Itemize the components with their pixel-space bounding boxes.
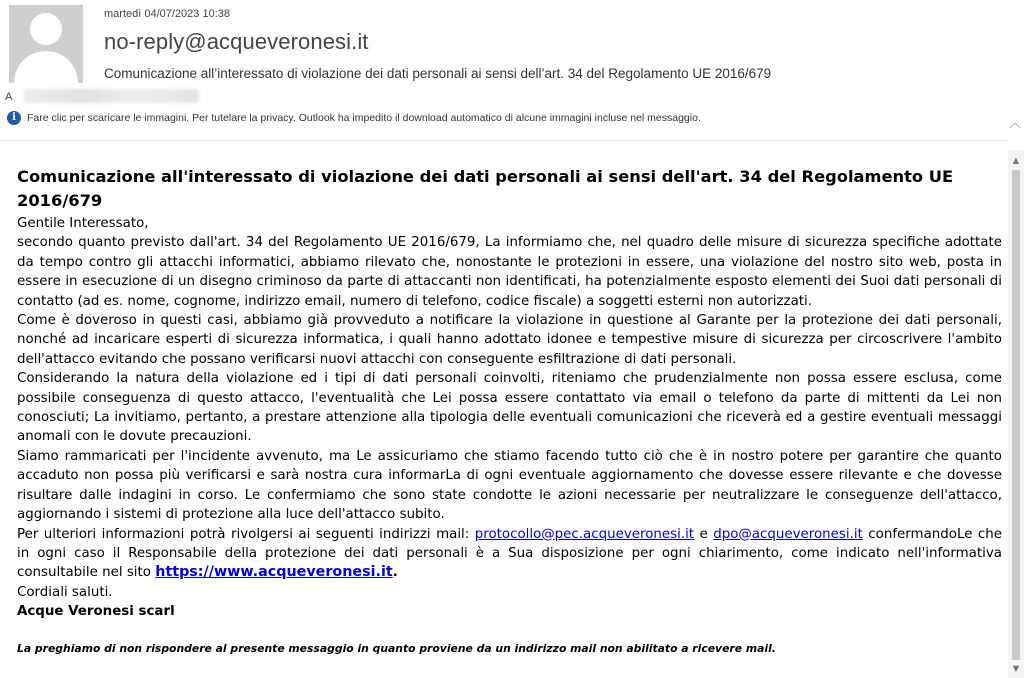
sender-address[interactable]: no-reply@acqueveronesi.it — [104, 29, 369, 54]
paragraph-3: Considerando la natura della violazione ed i tipi di dati personali coinvolti, riteniamo che prudenzialmente non possa essere esclusa, come possibile conseguenza di questo attacco, l'eventualità che Lei possa essere contattato via email o telefono da parte di mittenti da Lei non conosciuti; La invitiamo, pertanto, a prestare attenzione alla tipologia delle eventuali comunicazioni che riceverà ed a gestire eventuali messaggi anomali con le dovute precauzioni. — [17, 371, 1002, 445]
website-link[interactable]: https://www.acqueveronesi.it — [155, 564, 393, 581]
paragraph-1: secondo quanto previsto dall'art. 34 del Regolamento UE 2016/679, La informiamo che, nel quadro delle misure di sicurezza specifiche adottate da tempo contro gli attacchi informatici, abbiamo rilevato che, nonostante le protezioni in essere, una violazione del nostro sito web, posta in essere in esecuzione di un disegno criminoso da parte di attaccanti non identificati, ha potenzialmente esposto elementi dei Suoi dati personali di contatto (ad es. nome, cognome, indirizzo email, numero di telefono, codice fiscale) a soggetti esterni non autorizzati. — [17, 235, 1002, 309]
p5-and-text: e — [694, 526, 714, 542]
message-subject: Comunicazione all’interessato di violazione dei dati personali ai sensi dell’art. 34 del Regolamento UE 2016/679 — [104, 66, 772, 81]
message-body — [17, 165, 1002, 656]
message-header — [0, 0, 1024, 140]
signature: Acque Veronesi scarl — [17, 604, 175, 620]
paragraph-2: Come è doveroso in questi casi, abbiamo già provveduto a notificare la violazione in questione al Garante per la protezione dei dati personali, nonché ad incaricare esperti di sicurezza informatica, i quali hanno adottato idonee e tempestive misure di sicurezza per circoscrivere l'ambito dell'attacco evitando che possano verificarsi nuovi attacchi con conseguente esfiltrazione di dati personali. — [17, 313, 1002, 367]
info-icon: i — [7, 111, 21, 125]
email-link-dpo[interactable]: dpo@acqueveronesi.it — [713, 526, 863, 542]
p5-post-text: confermandoLe che in ogni caso il Responsabile della protezione dei dati personali è a Sua disposizione per ogni chiarimento, come indicato nell'informativa consultabile nel sito — [17, 526, 1002, 581]
footer-note: La preghiamo di non rispondere al presente messaggio in quanto proviene da un indirizzo mail non abilitato a ricevere mail. — [17, 641, 776, 655]
p5-pre-text: Per ulteriori informazioni potrà rivolgersi ai seguenti indirizzi mail: — [17, 526, 475, 542]
chevron-up-icon[interactable]: ▲ — [1010, 155, 1022, 167]
p5-end-text: . — [392, 565, 398, 581]
header-divider — [0, 140, 1008, 141]
sent-date: martedì 04/07/2023 10:38 — [104, 8, 230, 20]
chevron-up-icon[interactable]: ︿ — [1008, 116, 1021, 130]
to-label: A — [5, 91, 13, 103]
recipient-redacted — [24, 89, 199, 103]
body-title: Comunicazione all'interessato di violazione dei dati personali ai sensi dell'art. 34 del Regolamento UE 2016/679 — [17, 167, 954, 210]
chevron-down-icon[interactable]: ▼ — [1010, 663, 1022, 675]
paragraph-4: Siamo rammaricati per l'incidente avvenuto, ma Le assicuriamo che stiamo facendo tutto ciò che è in nostro potere per garantire che quanto accaduto non possa più verificarsi e sarà nostra cura informarLa di ogni eventuale aggiornamento che dovesse essere rilevante e che dovesse risultare dalle indagini in corso. Le confermiamo che sono state condotte le azioni necessarie per neutralizzare le conseguenze dell'attacco, aggiornando i sistemi di protezione alla luce dell'attacco subito. — [17, 448, 1002, 523]
closing: Cordiali saluti. — [17, 584, 113, 600]
email-link-protocollo[interactable]: protocollo@pec.acqueveronesi.it — [474, 526, 695, 542]
greeting: Gentile Interessato, — [17, 216, 149, 231]
vertical-scrollbar[interactable] — [1008, 150, 1024, 678]
person-silhouette-icon — [9, 5, 83, 83]
scrollbar-thumb[interactable] — [1012, 170, 1020, 660]
download-images-infobar[interactable]: Fare clic per scaricare le immagini. Per tutelare la privacy, Outlook ha impedito il download automatico di alcune immagini incluse nel messaggio. — [27, 112, 701, 124]
paragraph-5 — [17, 525, 1002, 583]
